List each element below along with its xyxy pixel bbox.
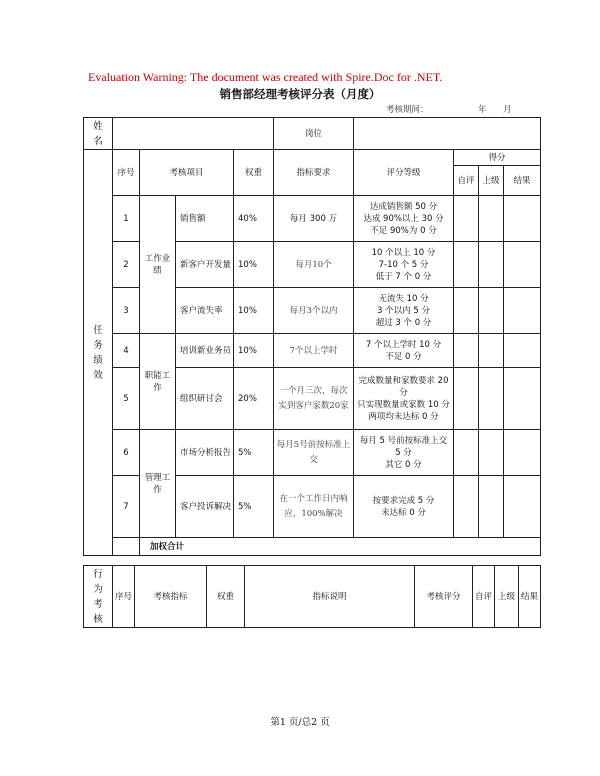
row-seq: 1 <box>113 196 140 242</box>
score-superior <box>479 288 504 334</box>
table-row <box>84 334 541 368</box>
header-score: 得分 <box>454 150 541 166</box>
grade-line: 3 个以内 5 分 <box>377 305 430 316</box>
name-value <box>113 118 274 150</box>
period-month: 月 <box>503 105 512 115</box>
row-item: 客户流失率 <box>176 288 234 334</box>
table-row <box>84 430 541 476</box>
behavior-section-label: 行为考核 <box>84 566 113 628</box>
header-seq: 序号 <box>113 150 140 196</box>
task-section-label: 任务绩效 <box>84 150 113 556</box>
total-label: 加权合计 <box>140 538 541 556</box>
row-item: 销售额 <box>176 196 234 242</box>
grade-line: 无流失 10 分 <box>378 293 429 304</box>
score-self <box>454 242 479 288</box>
behavior-header-self: 自评 <box>473 566 495 628</box>
header-result: 结果 <box>504 166 541 196</box>
score-superior <box>479 334 504 368</box>
group-duty: 职能工作 <box>140 334 176 430</box>
header-grade: 评分等级 <box>354 150 454 196</box>
behavior-header-score: 考核评分 <box>415 566 473 628</box>
row-requirement: 每月5号前按标准上交 <box>274 430 354 476</box>
score-self <box>454 334 479 368</box>
score-self <box>454 288 479 334</box>
score-result <box>504 288 541 334</box>
header-superior: 上级 <box>479 166 504 196</box>
behavior-header-description: 指标说明 <box>245 566 415 628</box>
row-grade <box>354 288 454 334</box>
row-requirement: 在一个工作日内响应，100%解决 <box>274 476 354 538</box>
grade-line: 未达标 0 分 <box>381 507 426 518</box>
grade-line: 7-10 个 5 分 <box>378 259 429 270</box>
row-weight: 5% <box>234 476 274 538</box>
score-superior <box>479 242 504 288</box>
score-result <box>504 334 541 368</box>
page-footer: 第1 页/总2 页 <box>270 717 330 728</box>
row-requirement: 一个月三次，每次实到客户家数20家 <box>274 368 354 430</box>
row-requirement: 每月10个 <box>274 242 354 288</box>
grade-line: 超过 3 个 0 分 <box>375 317 432 328</box>
row-weight: 10% <box>234 288 274 334</box>
behavior-header-superior: 上级 <box>495 566 519 628</box>
row-weight: 10% <box>234 334 274 368</box>
group-manage: 管理工作 <box>140 430 176 538</box>
row-seq: 7 <box>113 476 140 538</box>
grade-line: 达成 90%以上 30 分 <box>363 213 444 224</box>
behavior-header-seq: 序号 <box>113 566 135 628</box>
row-seq: 2 <box>113 242 140 288</box>
grade-line: 达成销售额 50 分 <box>369 201 438 212</box>
grade-line: 不足 90%为 0 分 <box>370 225 437 236</box>
behavior-header-weight: 权重 <box>207 566 245 628</box>
score-result <box>504 196 541 242</box>
row-grade <box>354 368 454 430</box>
score-self <box>454 430 479 476</box>
position-value <box>354 118 541 150</box>
name-label: 姓名 <box>84 118 113 150</box>
period-label: 考核期间： <box>386 105 429 115</box>
table-row <box>84 196 541 242</box>
group-work: 工作业绩 <box>140 196 176 334</box>
position-label: 岗位 <box>274 118 354 150</box>
grade-line: 其它 0 分 <box>385 459 422 470</box>
row-grade <box>354 476 454 538</box>
grade-line: 不足 0 分 <box>385 351 422 362</box>
score-superior <box>479 196 504 242</box>
row-weight: 40% <box>234 196 274 242</box>
row-requirement: 每月 300 万 <box>274 196 354 242</box>
row-weight: 5% <box>234 430 274 476</box>
behavior-header-indicator: 考核指标 <box>135 566 207 628</box>
score-self <box>454 476 479 538</box>
header-self: 自评 <box>454 166 479 196</box>
score-superior <box>479 368 504 430</box>
row-item: 客户投诉解决 <box>176 476 234 538</box>
row-seq: 6 <box>113 430 140 476</box>
row-requirement: 每月3个以内 <box>274 288 354 334</box>
row-weight: 10% <box>234 242 274 288</box>
behavior-header-result: 结果 <box>519 566 541 628</box>
row-requirement: 7个以上学时 <box>274 334 354 368</box>
grade-line: 7 个以上学时 10 分 <box>365 339 442 350</box>
grade-line: 只实现数量或家数 10 分 <box>357 399 450 410</box>
row-item: 培训新业务员 <box>176 334 234 368</box>
row-seq: 3 <box>113 288 140 334</box>
header-requirement: 指标要求 <box>274 150 354 196</box>
row-seq: 5 <box>113 368 140 430</box>
grade-line: 完成数量和家数要求 20 分 <box>358 375 449 398</box>
grade-line: 低于 7 个 0 分 <box>375 271 432 282</box>
row-grade <box>354 430 454 476</box>
row-item: 市场分析报告 <box>176 430 234 476</box>
grade-line: 两项均未达标 0 分 <box>368 411 439 422</box>
grade-line: 每月 5 号前按标准上交 5 分 <box>359 435 448 458</box>
score-self <box>454 368 479 430</box>
behavior-table <box>83 565 541 628</box>
task-performance-table <box>83 117 541 556</box>
period-year: 年 <box>478 105 487 115</box>
grade-line: 10 个以上 10 分 <box>371 247 436 258</box>
score-superior <box>479 430 504 476</box>
header-weight: 权重 <box>234 150 274 196</box>
evaluation-warning: Evaluation Warning: The document was created with Spire.Doc for .NET. <box>88 70 443 84</box>
score-result <box>504 368 541 430</box>
score-result <box>504 242 541 288</box>
row-seq: 4 <box>113 334 140 368</box>
score-self <box>454 196 479 242</box>
score-result <box>504 430 541 476</box>
row-grade <box>354 242 454 288</box>
row-weight: 20% <box>234 368 274 430</box>
total-empty <box>113 538 140 556</box>
header-item: 考核项目 <box>140 150 234 196</box>
total-row <box>84 538 541 556</box>
grade-line: 按要求完成 5 分 <box>372 495 435 506</box>
score-result <box>504 476 541 538</box>
row-item: 新客户开发量 <box>176 242 234 288</box>
score-superior <box>479 476 504 538</box>
row-item: 组织研讨会 <box>176 368 234 430</box>
document-title: 销售部经理考核评分表（月度） <box>219 87 381 101</box>
row-grade <box>354 334 454 368</box>
row-grade <box>354 196 454 242</box>
